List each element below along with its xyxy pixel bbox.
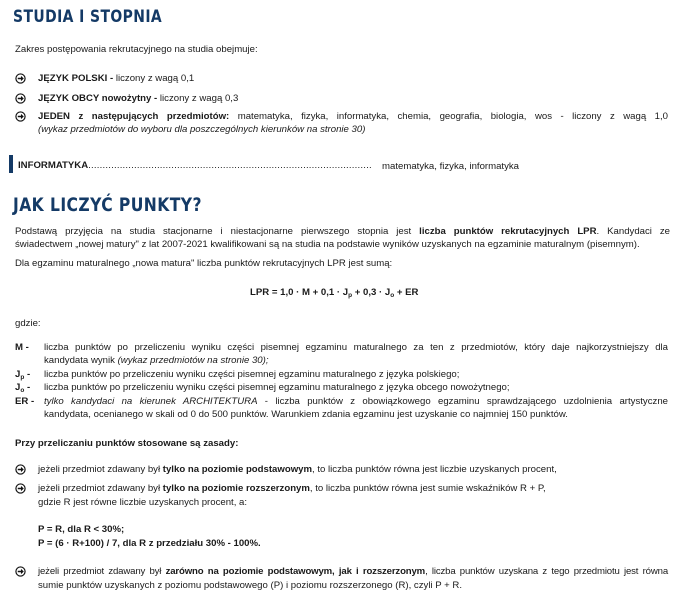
rule-bold: zarówno na poziomie podstawowym, jak i rozszerzonym	[165, 566, 426, 577]
para-text: . Kandydaci ze	[596, 226, 670, 237]
arrow-bullet-icon	[15, 464, 26, 475]
def-sub: o	[20, 387, 25, 394]
def-jo-text: liczba punktów po przeliczeniu wyniku części pisemnej egzaminu maturalnego z języka obcego nowożytnego;	[44, 382, 510, 393]
def-key-jp: $J_p$ -	[15, 369, 31, 381]
arrow-bullet-icon	[15, 73, 26, 84]
arrow-bullet-icon	[15, 566, 26, 577]
para-line-3: Dla egzaminu maturalnego „nowa matura" liczba punktów rekrutacyjnych LPR jest sumą:	[15, 258, 393, 269]
arrow-bullet-icon	[15, 93, 26, 104]
rule-text: , liczba punktów uzyskana z tego przedmiotu jest równa	[425, 566, 669, 577]
item-rest: liczony z wagą 0,1	[113, 73, 195, 84]
informatyka-row	[18, 160, 372, 171]
arrow-bullet-icon	[15, 483, 26, 494]
informatyka-label: INFORMATYKA	[18, 160, 89, 171]
rule-1	[38, 464, 557, 475]
item-bold: JĘZYK POLSKI -	[38, 73, 114, 84]
def-italic: (wykaz przedmiotów na stronie 30);	[117, 355, 269, 366]
def-m-line2	[44, 355, 269, 366]
formula-part: LPR = 1,0 · M + 0,1 · J	[250, 287, 349, 298]
def-sub: p	[20, 374, 25, 381]
item-note: (wykaz przedmiotów do wyboru dla poszczególnych kierunków na stronie 30)	[38, 124, 366, 135]
formula-sub: p	[348, 292, 353, 299]
rule-3	[38, 566, 668, 577]
accent-bar	[9, 155, 13, 173]
def-key-m: M -	[15, 342, 29, 353]
para-text: Podstawą przyjęcia na studia stacjonarne i niestacjonarne pierwszego stopnia jest	[15, 226, 420, 237]
def-jp-text: liczba punktów po przeliczeniu wyniku części pisemnej egzaminu maturalnego z języka polskiego;	[44, 369, 460, 380]
rule-2	[38, 483, 546, 494]
equation-2: P = (6 · R+100) / 7, dla R z przedziału 30% - 100%.	[38, 538, 261, 549]
formula-part: + 0,3 · J	[352, 287, 391, 298]
def-key-jo: $J_o$ -	[15, 382, 31, 394]
def-key-er: ER -	[15, 396, 35, 407]
rule-text: jeżeli przedmiot zdawany był	[38, 464, 163, 475]
item-bold: JEDEN z następujących przedmiotów:	[38, 111, 230, 122]
rule-text: jeżeli przedmiot zdawany był	[38, 566, 166, 577]
informatyka-subjects: matematyka, fizyka, informatyka	[382, 161, 520, 172]
gdzie-label: gdzie:	[15, 318, 41, 329]
def-italic: tylko kandydaci na kierunek ARCHITEKTURA	[44, 396, 258, 407]
rule-2-line2: gdzie R jest równe liczbie uzyskanych procent, a:	[38, 497, 248, 508]
list-item	[38, 73, 194, 84]
list-item	[38, 93, 238, 104]
item-rest: liczony z wagą 0,3	[157, 93, 239, 104]
section-title-punkty: JAK LICZYĆ PUNKTY?	[13, 194, 202, 216]
rule-text: jeżeli przedmiot zdawany był	[38, 483, 163, 494]
arrow-bullet-icon	[15, 111, 26, 122]
def-m-line1: liczba punktów po przeliczeniu wyniku części pisemnej egzaminu maturalnego za ten z przedmiotów, który daje najkorzystniejszy dla	[44, 342, 668, 353]
intro-text: Zakres postępowania rekrutacyjnego na studia obejmuje:	[15, 44, 258, 55]
item-rest: matematyka, fizyka, informatyka, chemia, geografia, biologia, wos - liczony z wagą 1,0	[229, 111, 668, 122]
def-er-line1	[44, 396, 668, 407]
formula-sub: o	[390, 292, 395, 299]
informatyka-dots: ...................................................................................................	[88, 160, 372, 171]
section-title-studia: STUDIA I STOPNIA	[13, 7, 163, 27]
rule-3-line2: sumie punktów uzyskanych z poziomu podstawowego (P) i poziomu rozszerzonego (R), czyli P + R.	[38, 580, 462, 591]
rule-bold: tylko na poziomie podstawowym	[162, 464, 313, 475]
equation-1: P = R, dla R < 30%;	[38, 524, 125, 535]
def-key: J	[15, 369, 21, 380]
def-text: kandydata wynik	[44, 355, 118, 366]
rule-text: , to liczba punktów równa jest liczbie uzyskanych procent,	[312, 464, 557, 475]
formula-part: + ER	[394, 287, 419, 298]
item-bold: JĘZYK OBCY nowożytny -	[38, 93, 158, 104]
def-er-line2: kandydata, ocenianego w skali od 0 do 500 punktów. Warunkiem zdania egzaminu jest uzyskanie co najmniej 150 punktów.	[44, 409, 568, 420]
rule-bold: tylko na poziomie rozszerzonym	[162, 483, 310, 494]
rule-text: , to liczba punktów równa jest sumie wskaźników R + P,	[309, 483, 546, 494]
def-text: - liczba punktów z obowiązkowego egzaminu sprawdzającego uzdolnienia artystyczne	[257, 396, 668, 407]
lpr-formula	[250, 287, 418, 299]
para-line-2: świadectwem „nowej matury" z lat 2007-2021 kwalifikowani są na studia na podstawie wyników uzyskanych na egzaminie maturalnym (pisemnym).	[15, 239, 640, 250]
para-line-1	[15, 226, 670, 237]
para-bold: liczba punktów rekrutacyjnych LPR	[419, 226, 597, 237]
def-key: J	[15, 382, 21, 393]
rules-heading: Przy przeliczaniu punktów stosowane są zasady:	[15, 438, 239, 449]
list-item	[38, 111, 668, 122]
